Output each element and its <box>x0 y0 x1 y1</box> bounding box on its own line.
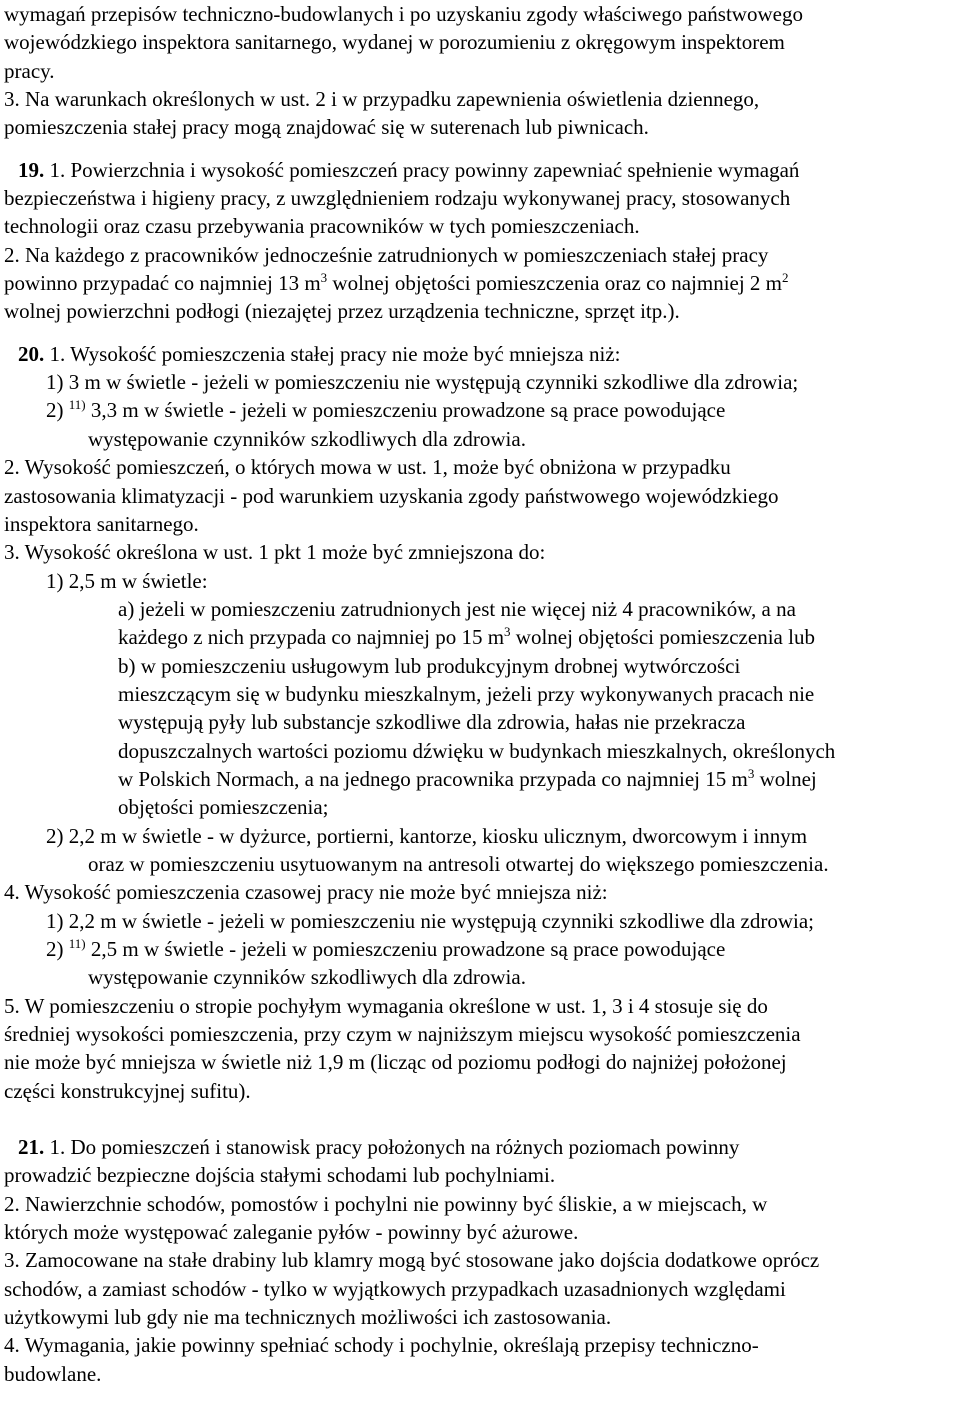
sub-item: a) jeżeli w pomieszczeniu zatrudnionych jest nie więcej niż 4 pracowników, a na <box>118 596 796 621</box>
text-line: budowlane. <box>4 1361 102 1386</box>
text-span: 1. Wysokość pomieszczenia stałej pracy nie może być mniejsza niż: <box>44 341 621 366</box>
footnote-ref: 11) <box>68 936 86 951</box>
text-line: pomieszczenia stałej pracy mogą znajdować się w suterenach lub piwnicach. <box>4 115 649 140</box>
spacer <box>4 142 956 156</box>
text-span: wolnej <box>754 766 817 791</box>
superscript: 3 <box>320 270 328 286</box>
text-line: 3. Wysokość określona w ust. 1 pkt 1 może być zmniejszona do: <box>4 540 546 565</box>
text-span: 2) <box>46 937 69 961</box>
text-span: 3,3 m w świetle - jeżeli w pomieszczeniu prowadzone są prace powodujące <box>85 398 726 423</box>
sub-item-cont <box>4 765 956 793</box>
spacer <box>4 1105 956 1133</box>
text-line: części konstrukcyjnej sufitu). <box>4 1078 251 1103</box>
text-line: których może występować zaleganie pyłów - powinny być ażurowe. <box>4 1220 579 1245</box>
footnote-ref: 11) <box>68 397 86 413</box>
paragraph-number: 21. <box>18 1135 45 1160</box>
text-line: nie może być mniejsza w świetle niż 1,9 m (licząc od poziomu podłogi do najniżej położonej <box>4 1050 787 1075</box>
text-line: 3. Zamocowane na stałe drabiny lub klamry mogą być stosowane jako dojścia dodatkowe oprócz <box>4 1248 820 1273</box>
text-line: wymagań przepisów techniczno-budowlanych i po uzyskaniu zgody właściwego państwowego <box>4 2 803 26</box>
text-span: każdego z nich przypada co najmniej po 15 m <box>118 625 505 650</box>
list-item <box>4 396 956 424</box>
text-line: 2. Wysokość pomieszczeń, o których mowa w ust. 1, może być obniżona w przypadku <box>4 455 731 480</box>
superscript: 3 <box>504 624 511 640</box>
text-span: wolnej objętości pomieszczenia lub <box>510 625 815 650</box>
text-line: schodów, a zamiast schodów - tylko w wyjątkowych przypadkach uzasadnionych względami <box>4 1276 786 1301</box>
paragraph-19-line <box>4 156 956 184</box>
list-item: 1) 2,2 m w świetle - jeżeli w pomieszczeniu nie występują czynniki szkodliwe dla zdrowia; <box>46 908 815 933</box>
text-line: 5. W pomieszczeniu o stropie pochyłym wymagania określone w ust. 1, 3 i 4 stosuje się do <box>4 993 768 1018</box>
text-line: 3. Na warunkach określonych w ust. 2 i w przypadku zapewnienia oświetlenia dziennego, <box>4 87 760 112</box>
sub-item-cont <box>4 623 956 651</box>
paragraph-21-line <box>4 1133 956 1161</box>
sub-item-cont: mieszczącym się w budynku mieszkalnym, jeżeli przy wykonywanych pracach nie <box>118 681 815 706</box>
sub-item-cont: występują pyły lub substancje szkodliwe dla zdrowia, hałas nie przekracza <box>118 710 746 735</box>
text-span: powinno przypadać co najmniej 13 m <box>4 271 321 296</box>
text-line: średniej wysokości pomieszczenia, przy czym w najniższym miejscu wysokość pomieszczenia <box>4 1022 801 1047</box>
list-item: 2) 2,2 m w świetle - w dyżurce, portierni, kantorze, kiosku ulicznym, dworcowym i innym <box>46 823 808 848</box>
text-span: 1. Powierzchnia i wysokość pomieszczeń pracy powinny zapewniać spełnienie wymagań <box>44 157 800 182</box>
text-line: użytkowymi lub gdy nie ma technicznych możliwości ich zastosowania. <box>4 1305 612 1330</box>
text-line: technologii oraz czasu przebywania pracowników w tych pomieszczeniach. <box>4 214 640 239</box>
paragraph-number: 20. <box>18 341 45 366</box>
text-line <box>4 269 956 297</box>
paragraph-20-line <box>4 340 956 368</box>
text-span: 2) <box>46 398 69 423</box>
text-span: 2,5 m w świetle - jeżeli w pomieszczeniu prowadzone są prace powodujące <box>85 937 726 961</box>
spacer <box>4 326 956 340</box>
text-line: bezpieczeństwa i higieny pracy, z uwzględnieniem rodzaju wykonywanej pracy, stosowanych <box>4 186 791 211</box>
sub-item-cont: dopuszczalnych wartości poziomu dźwięku w budynkach mieszkalnych, określonych <box>118 738 836 763</box>
text-line: prowadzić bezpieczne dojścia stałymi schodami lub pochylniami. <box>4 1163 556 1188</box>
text-line: wojewódzkiego inspektora sanitarnego, wydanej w porozumieniu z okręgowym inspektorem <box>4 30 785 55</box>
superscript: 2 <box>782 270 789 286</box>
superscript: 3 <box>747 765 755 781</box>
text-span: 1. Do pomieszczeń i stanowisk pracy położonych na różnych poziomach powinny <box>44 1135 740 1160</box>
text-span: wolnej objętości pomieszczenia oraz co najmniej 2 m <box>327 271 783 296</box>
list-item: 1) 2,5 m w świetle: <box>46 568 208 593</box>
text-line: wolnej powierzchni podłogi (niezajętej przez urządzenia techniczne, sprzęt itp.). <box>4 299 680 324</box>
sub-item-cont: objętości pomieszczenia; <box>118 795 329 820</box>
list-item-cont: występowanie czynników szkodliwych dla zdrowia. <box>88 965 526 990</box>
sub-item: b) w pomieszczeniu usługowym lub produkcyjnym drobnej wytwórczości <box>118 653 741 678</box>
text-line: inspektora sanitarnego. <box>4 511 199 536</box>
text-line: 4. Wysokość pomieszczenia czasowej pracy nie może być mniejsza niż: <box>4 880 608 905</box>
list-item <box>4 935 956 963</box>
text-span: w Polskich Normach, a na jednego pracownika przypada co najmniej 15 m <box>118 766 748 791</box>
list-item: 1) 3 m w świetle - jeżeli w pomieszczeniu nie występują czynniki szkodliwe dla zdrowia; <box>46 370 799 395</box>
text-line: zastosowania klimatyzacji - pod warunkiem uzyskania zgody państwowego wojewódzkiego <box>4 483 779 508</box>
paragraph-number: 19. <box>18 157 45 182</box>
text-line: pracy. <box>4 58 55 83</box>
text-line: 2. Na każdego z pracowników jednocześnie zatrudnionych w pomieszczeniach stałej pracy <box>4 242 769 267</box>
text-line: 4. Wymagania, jakie powinny spełniać schody i pochylnie, określają przepisy techniczno- <box>4 1333 759 1358</box>
text-line: 2. Nawierzchnie schodów, pomostów i pochylni nie powinny być śliskie, a w miejscach, w <box>4 1191 768 1216</box>
list-item-cont: występowanie czynników szkodliwych dla zdrowia. <box>88 426 526 451</box>
list-item-cont: oraz w pomieszczeniu usytuowanym na antresoli otwartej do większego pomieszczenia. <box>88 851 829 876</box>
